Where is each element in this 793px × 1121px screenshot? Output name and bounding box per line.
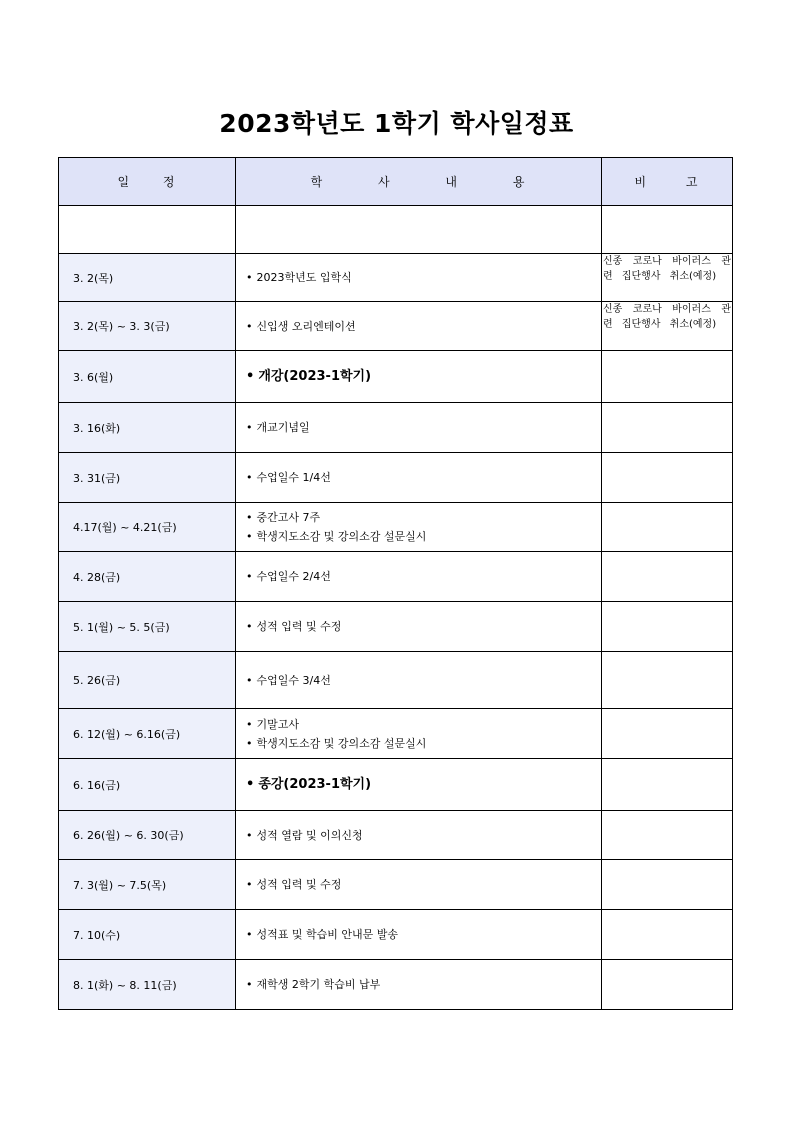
header-date: 일 정: [59, 158, 236, 206]
date-cell: 3. 16(화): [59, 403, 236, 453]
content-cell: • 수업일수 3/4선: [236, 652, 602, 709]
content-cell: • 성적 입력 및 수정: [236, 860, 602, 910]
content-cell: • 2023학년도 입학식: [236, 254, 602, 302]
content-item: 성적표 및 학습비 안내문 발송: [256, 928, 398, 941]
table-row: [59, 759, 733, 811]
content-cell: • 수업일수 1/4선: [236, 453, 602, 503]
note-cell: [602, 552, 733, 602]
content-item: 성적 입력 및 수정: [256, 878, 342, 891]
content-cell: • 중간고사 7주 • 학생지도소감 및 강의소감 설문실시: [236, 503, 602, 552]
note-cell: [602, 652, 733, 709]
note-cell: [602, 453, 733, 503]
schedule-table: [58, 157, 733, 1010]
date-cell: 6. 26(월) ~ 6. 30(금): [59, 811, 236, 860]
note-cell: [602, 910, 733, 960]
date-cell: 4. 28(금): [59, 552, 236, 602]
date-cell: 6. 12(월) ~ 6.16(금): [59, 709, 236, 759]
content-item: 종강(2023-1학기): [258, 777, 372, 792]
content-item: 수업일수 2/4선: [256, 570, 331, 583]
header-content: 학 사 내 용: [236, 158, 602, 206]
content-cell: • 개강(2023-1학기): [236, 351, 602, 403]
date-cell: 3. 6(월): [59, 351, 236, 403]
content-item: 재학생 2학기 학습비 납부: [256, 978, 381, 991]
date-cell: 7. 3(월) ~ 7.5(목): [59, 860, 236, 910]
date-cell: 6. 16(금): [59, 759, 236, 811]
content-item: 개강(2023-1학기): [258, 369, 372, 384]
content-cell: • 신입생 오리엔테이션: [236, 302, 602, 351]
table-row: [59, 860, 733, 910]
content-cell: • 재학생 2학기 학습비 납부: [236, 960, 602, 1010]
date-cell: 3. 2(목) ~ 3. 3(금): [59, 302, 236, 351]
table-row: [59, 709, 733, 759]
content-cell: • 성적 입력 및 수정: [236, 602, 602, 652]
content-item: 성적 입력 및 수정: [256, 620, 342, 633]
table-row: [59, 453, 733, 503]
content-cell: • 성적 열람 및 이의신청: [236, 811, 602, 860]
content-cell: • 수업일수 2/4선: [236, 552, 602, 602]
note-cell: 신종 코로나 바이러스 관련 집단행사 취소(예정): [602, 254, 733, 302]
content-cell: • 성적표 및 학습비 안내문 발송: [236, 910, 602, 960]
header-row: [59, 158, 733, 206]
note-cell: [602, 960, 733, 1010]
date-cell: 4.17(월) ~ 4.21(금): [59, 503, 236, 552]
content-item: 수업일수 3/4선: [256, 673, 331, 687]
table-row: [59, 403, 733, 453]
content-item: 기말고사: [256, 717, 300, 731]
note-cell: [602, 403, 733, 453]
note-cell: [602, 811, 733, 860]
table-row: [59, 652, 733, 709]
content-item: 학생지도소감 및 강의소감 설문실시: [256, 530, 427, 543]
table-row: [59, 602, 733, 652]
table-row: [59, 351, 733, 403]
content-item: 학생지도소감 및 강의소감 설문실시: [256, 736, 427, 750]
table-row: [59, 302, 733, 351]
date-cell: 3. 2(목): [59, 254, 236, 302]
date-cell: 7. 10(수): [59, 910, 236, 960]
table-row: [59, 552, 733, 602]
date-cell: 8. 1(화) ~ 8. 11(금): [59, 960, 236, 1010]
content-item: 중간고사 7주: [256, 511, 321, 524]
page-title: 2023학년도 1학기 학사일정표: [219, 109, 574, 138]
content-cell: • 기말고사 • 학생지도소감 및 강의소감 설문실시: [236, 709, 602, 759]
content-item: 수업일수 1/4선: [256, 471, 331, 484]
content-cell: • 종강(2023-1학기): [236, 759, 602, 811]
content-cell: • 개교기념일: [236, 403, 602, 453]
note-cell: [602, 860, 733, 910]
note-cell: [602, 503, 733, 552]
date-cell: 5. 1(월) ~ 5. 5(금): [59, 602, 236, 652]
note-cell: [602, 351, 733, 403]
note-cell: [602, 602, 733, 652]
content-item: 성적 열람 및 이의신청: [256, 828, 363, 842]
header-note: 비 고: [602, 158, 733, 206]
table-row: [59, 910, 733, 960]
content-item: 2023학년도 입학식: [256, 271, 352, 284]
table-row: [59, 811, 733, 860]
content-item: 개교기념일: [256, 421, 310, 434]
table-row: [59, 503, 733, 552]
content-item: 신입생 오리엔테이션: [256, 319, 356, 333]
header-separator: [59, 206, 733, 254]
note-cell: [602, 709, 733, 759]
note-cell: [602, 759, 733, 811]
date-cell: 5. 26(금): [59, 652, 236, 709]
table-row: [59, 960, 733, 1010]
table-row: [59, 254, 733, 302]
note-cell: 신종 코로나 바이러스 관련 집단행사 취소(예정): [602, 302, 733, 351]
date-cell: 3. 31(금): [59, 453, 236, 503]
